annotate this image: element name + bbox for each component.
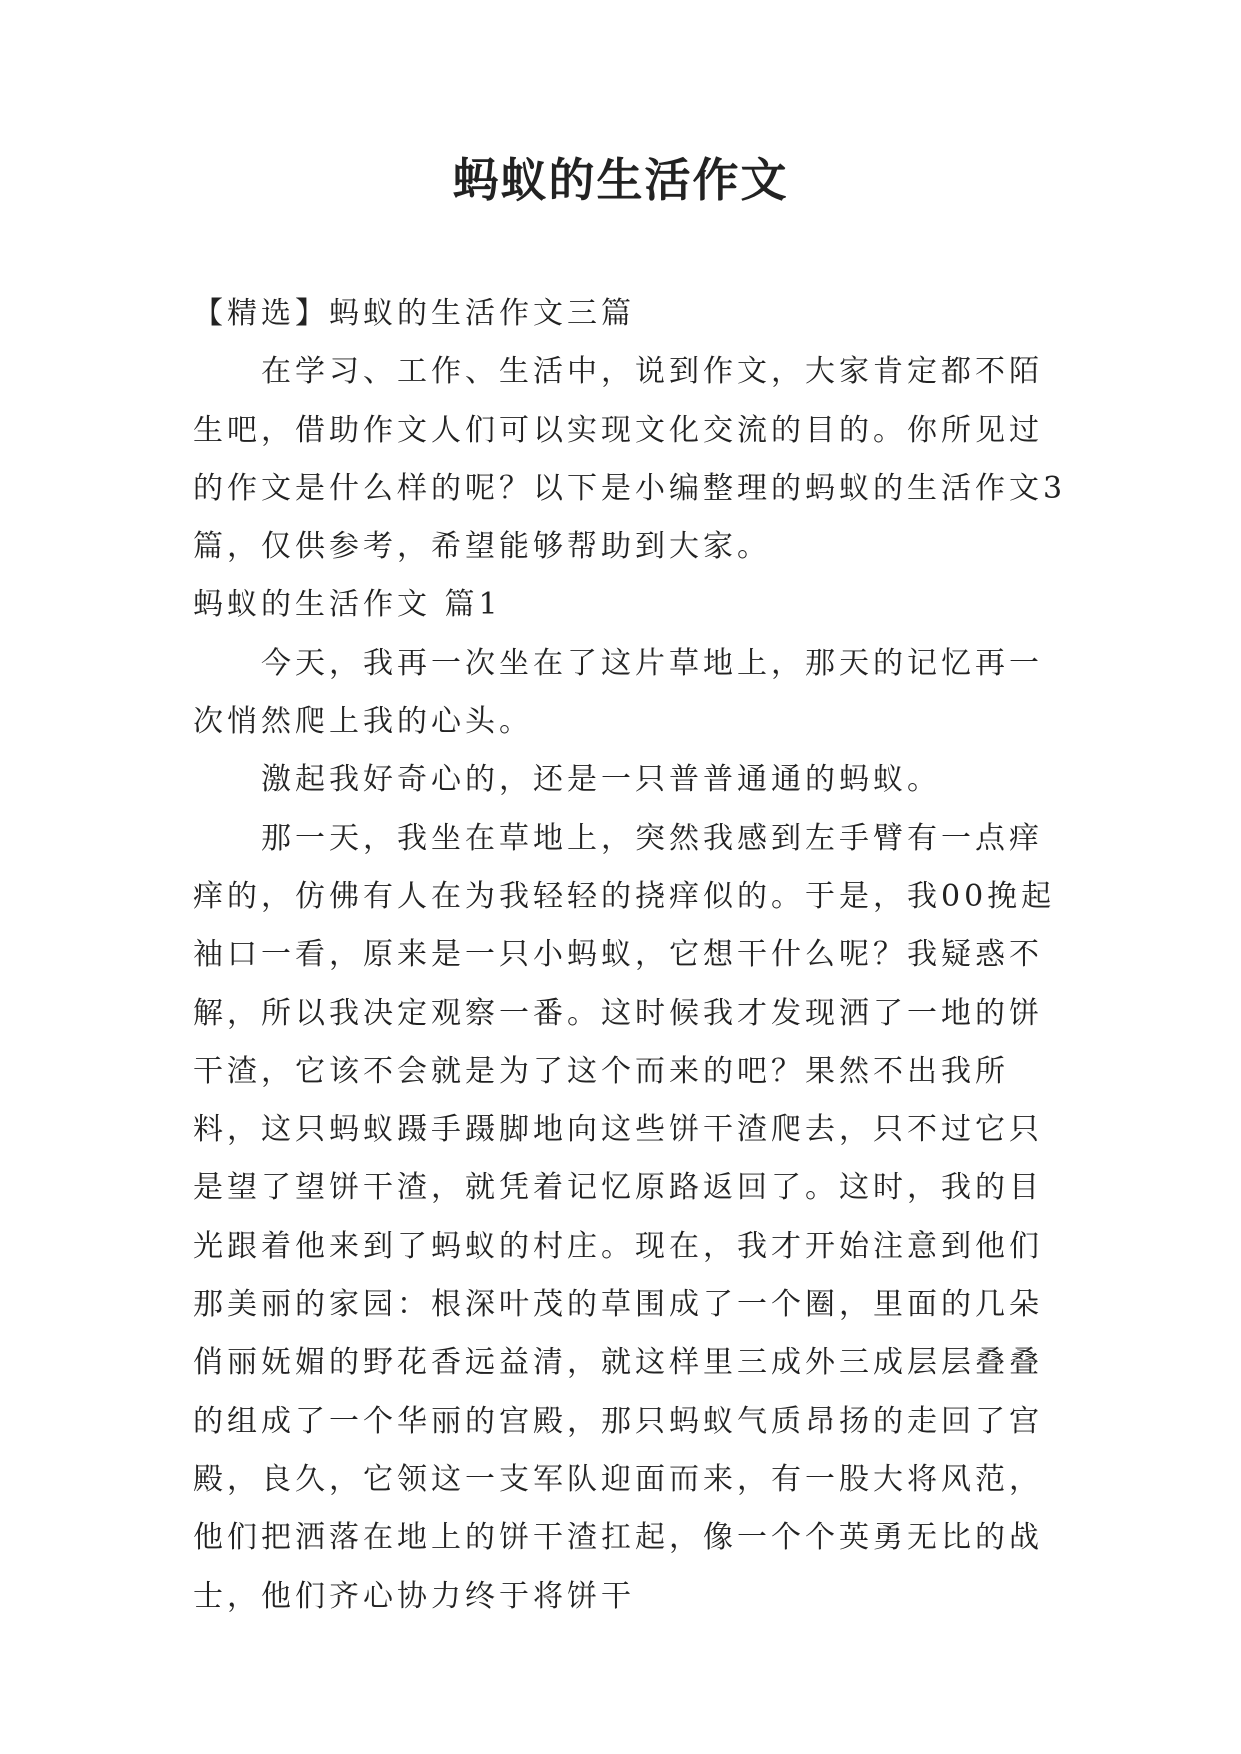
body-paragraph: 今天，我再一次坐在了这片草地上，那天的记忆再一次悄然爬上我的心头。: [193, 645, 1043, 740]
body-paragraph: 激起我好奇心的，还是一只普普通通的蚂蚁。: [261, 762, 941, 798]
intro-paragraph: 在学习、工作、生活中，说到作文，大家肯定都不陌生吧，借助作文人们可以实现文化交流的目的。你所见过的作文是什么样的呢？以下是小编整理的蚂蚁的生活作文3篇，仅供参考，希望能够帮助到大家。: [193, 354, 1067, 565]
body-paragraph: 那一天，我坐在草地上，突然我感到左手臂有一点痒痒的，仿佛有人在为我轻轻的挠痒似的。于是，我00挽起袖口一看，原来是一只小蚂蚁，它想干什么呢？我疑惑不解，所以我决定观察一番。这时候我才发现洒了一地的饼干渣，它该不会就是为了这个而来的吧？果然不出我所料，这只蚂蚁蹑手蹑脚地向这些饼干渣爬去，只不过它只是望了望饼干渣，就凭着记忆原路返回了。这时，我的目光跟着他来到了蚂蚁的村庄。现在，我才开始注意到他们那美丽的家园：根深叶茂的草围成了一个圈，里面的几朵俏丽妩媚的野花香远益清，就这样里三成外三成层层叠叠的组成了一个华丽的宫殿，那只蚂蚁气质昂扬的走回了宫殿，良久，它领这一支军队迎面而来，有一股大将风范，他们把洒落在地上的饼干渣扛起，像一个个英勇无比的战士，他们齐心协力终于将饼干: [193, 820, 1056, 1614]
document-title: 蚂蚁的生活作文: [452, 153, 789, 207]
document-subtitle: 【精选】蚂蚁的生活作文三篇: [193, 296, 635, 331]
section-heading: 蚂蚁的生活作文 篇1: [193, 587, 502, 623]
document-body: [193, 285, 1073, 1626]
